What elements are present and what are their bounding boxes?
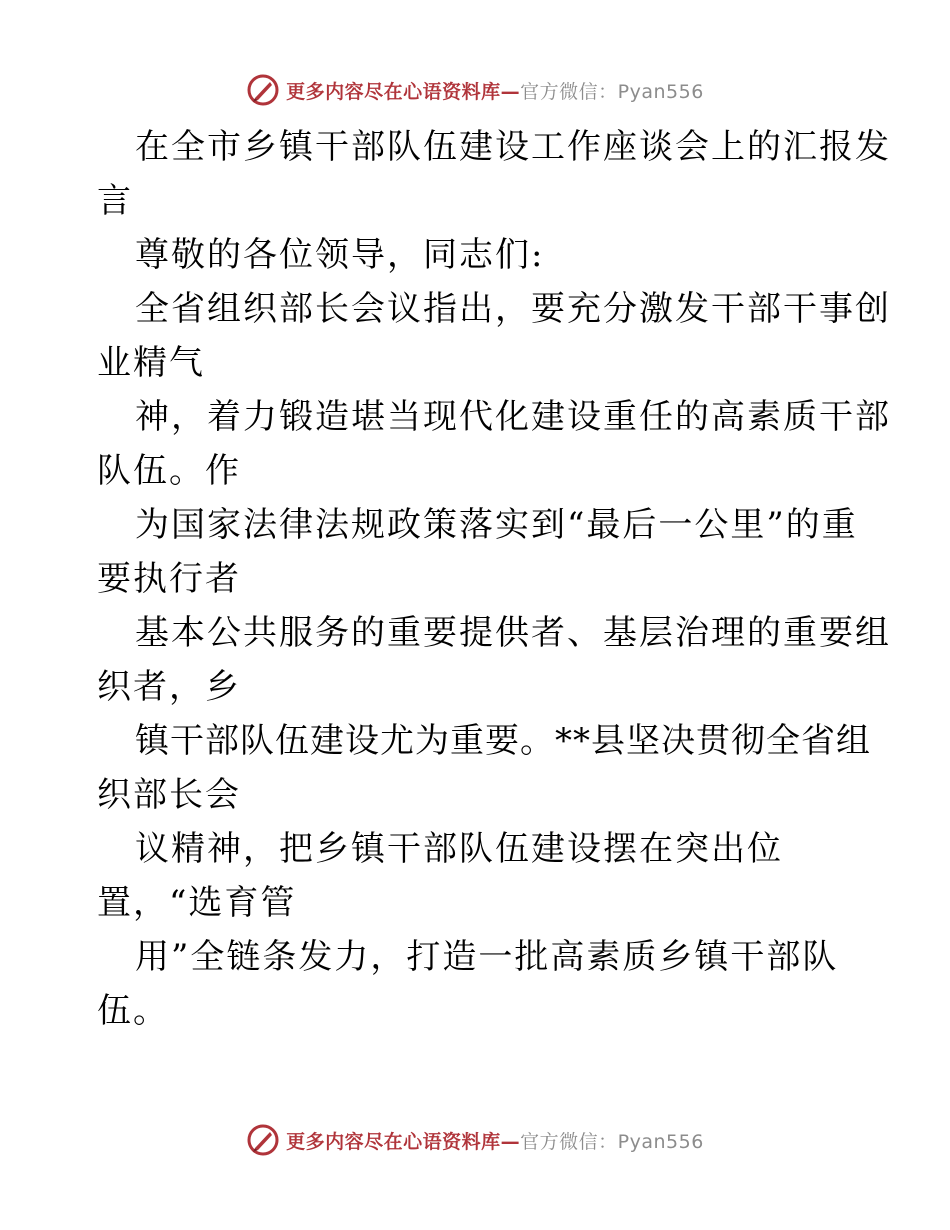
doc-line: 织者，乡 (97, 667, 241, 707)
doc-line: 镇干部队伍建设尤为重要。**县坚决贯彻全省组 (135, 721, 871, 761)
header-banner (0, 70, 950, 110)
doc-line: 在全市乡镇干部队伍建设工作座谈会上的汇报发 (135, 127, 891, 167)
doc-line: 言 (97, 181, 133, 221)
banner-label: 更多内容尽在心语资料库—官方微信：Pyan556 (286, 80, 704, 103)
doc-line: 尊敬的各位领导，同志们: (135, 235, 545, 275)
banner-wechat: 官方微信：Pyan556 (520, 80, 704, 103)
doc-line: 全省组织部长会议指出，要充分激发干部干事创 (135, 289, 891, 329)
doc-line: 队伍。作 (97, 451, 241, 491)
doc-line: 要执行者 (97, 559, 241, 599)
footer-banner (0, 1120, 950, 1160)
doc-line: 基本公共服务的重要提供者、基层治理的重要组 (135, 613, 891, 653)
doc-line: 神，着力锻造堪当现代化建设重任的高素质干部 (135, 397, 891, 437)
banner-label: 更多内容尽在心语资料库—官方微信：Pyan556 (286, 1130, 704, 1153)
quill-logo-icon (246, 73, 280, 107)
doc-line: 业精气 (97, 343, 205, 383)
document-body (97, 120, 891, 1038)
doc-line: 置，“选育管 (97, 883, 297, 923)
banner-wechat: 官方微信：Pyan556 (520, 1130, 704, 1153)
doc-line: 用”全链条发力，打造一批高素质乡镇干部队 (135, 937, 839, 977)
doc-line: 议精神，把乡镇干部队伍建设摆在突出位 (135, 829, 783, 869)
doc-line: 织部长会 (97, 775, 241, 815)
doc-line: 为国家法律法规政策落实到“最后一公里”的重 (135, 505, 858, 545)
quill-logo-icon (246, 1123, 280, 1157)
doc-line: 伍。 (97, 991, 169, 1031)
